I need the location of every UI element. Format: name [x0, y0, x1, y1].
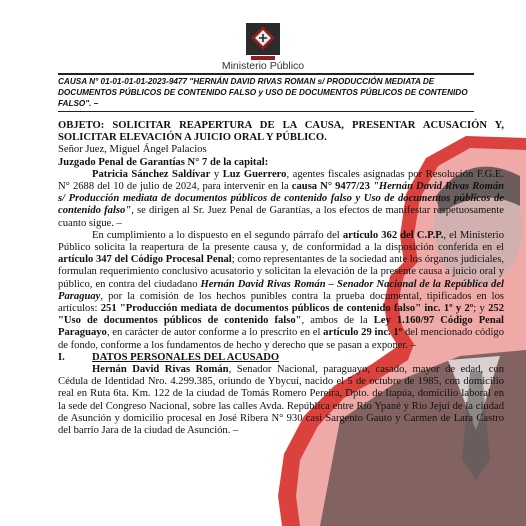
paragraph-2-text-8: del mencionado código de fondo, conforme a los fundamentos de hecho y derecho que se pasan a exponer. – [58, 327, 504, 351]
agent-name-1: Patricia Sánchez Saldívar [92, 168, 211, 180]
article-252: 252 "Uso de documentos públicos de contenido falso" [58, 303, 504, 327]
addressee-court: Juzgado Penal de Garantías N° 7 de la capital: [58, 156, 269, 168]
organization-name: Ministerio Público [221, 60, 305, 72]
paragraph-2-text-2: , el Ministerio Público solicita la reapertura de la presente causa y, de conformidad a la disposición conferida en el [58, 229, 504, 254]
document-body [58, 120, 504, 437]
case-line-1: CAUSA N° 01-01-01-01-2023-9477 "HERNÁN DAVID RIVAS ROMAN s/ PRODUCCIÓN MEDIATA DE [58, 77, 435, 86]
accused-name: Hernán David Rivas Román – Senador Nacional de la República del Paraguay [58, 278, 504, 302]
paragraph-3-text: , Senador Nacional, paraguayo, casado, mayor de edad, con Cédula de Identidad Nro. 4.299.385, oriundo de Ybycuí, nacido el 5 de octubre de 1985, con domicilio real en Ruta 6ta. Km. 122 de la ciudad de Tomás Romero Pereira, Dpto. de Itapúa, domicilio laboral en la sede del Congreso Nacional, sobre las calles Avda. República entre Río Ypané y Río Jejuí de la ciudad de Asunción y domicilio procesal en José Ribera N° 930 casi Sargento Gauto y Carmen de Lara Castro del barrio Jara de la ciudad de Asunción. – [58, 364, 504, 437]
paragraph-2-text-6: , ambos de la [301, 315, 374, 327]
accused-full-name: Hernán David Rivas Román [92, 364, 229, 376]
law-reference: Ley 1.160/97 Código Penal Paraguayo [58, 315, 505, 339]
paragraph-2-text-1: En cumplimiento a lo dispuesto en el segundo párrafo del [92, 229, 343, 241]
paragraph-1-text-2: , se dirigen al Sr. Juez Penal de Garantías, a los efectos de manifestar respetuosamente cuanto sigue. – [58, 205, 504, 229]
paragraph-1-text-1: , agentes fiscales asignadas por Resolución F.G.E. N° 2688 del 10 de julio de 2024, para intervenir en la [58, 168, 504, 193]
addressee-judge: Señor Juez, Miguel Ángel Palacios [58, 144, 207, 156]
section-heading-personal-data [58, 352, 504, 364]
paragraph-personal-data [58, 364, 504, 437]
article-347: artículo 347 del Código Procesal Penal [58, 254, 232, 266]
agent-name-2: Luz Guerrero [222, 168, 287, 180]
article-29: artículo 29 inc. 1º [323, 327, 403, 339]
case-title: "Hernán David Rivas Román s/ Producción mediata de documentos públicos de contenido falso y Uso de documentos públicos de contenido falso" [58, 181, 505, 217]
section-number: I. [58, 351, 65, 363]
case-number: causa N° 9477/23 [291, 181, 370, 193]
paragraph-request [58, 230, 504, 352]
agents-conjunction: y [210, 168, 223, 180]
paragraph-agents [58, 169, 504, 230]
section-title: DATOS PERSONALES DEL ACUSADO [92, 351, 280, 363]
article-251: 251 "Producción mediata de documentos públicos de contenido falso" inc. 1º y 2º [100, 303, 474, 315]
article-362: artículo 362 del C.P.P. [342, 229, 444, 241]
case-line-2: DOCUMENTOS PÚBLICOS DE CONTENIDO FALSO y USO DE DOCUMENTOS PÚBLICOS DE CONTENIDO FALSO". – [58, 88, 468, 108]
paragraph-2-text-7: , en carácter de autor conforme a lo prescrito en el [106, 327, 324, 339]
objeto-heading: OBJETO: SOLICITAR REAPERTURA DE LA CAUSA, PRESENTAR ACUSACIÓN Y, SOLICITAR ELEVACIÓN A JUICIO ORAL Y PÚBLICO. [58, 120, 504, 144]
paragraph-2-text-5: ; y [473, 303, 489, 315]
paragraph-2-text-3: ; como representantes de la sociedad ante los órganos judiciales, formulan requerimiento conclusivo acusatorio y solicitan la elevación de la presente causa a juicio oral y público, en contra del ciudadano [58, 254, 504, 290]
paragraph-2-text-4: , por la comisión de los hechos punibles contra la prueba documental, tipificados en los artículos: [58, 290, 504, 315]
